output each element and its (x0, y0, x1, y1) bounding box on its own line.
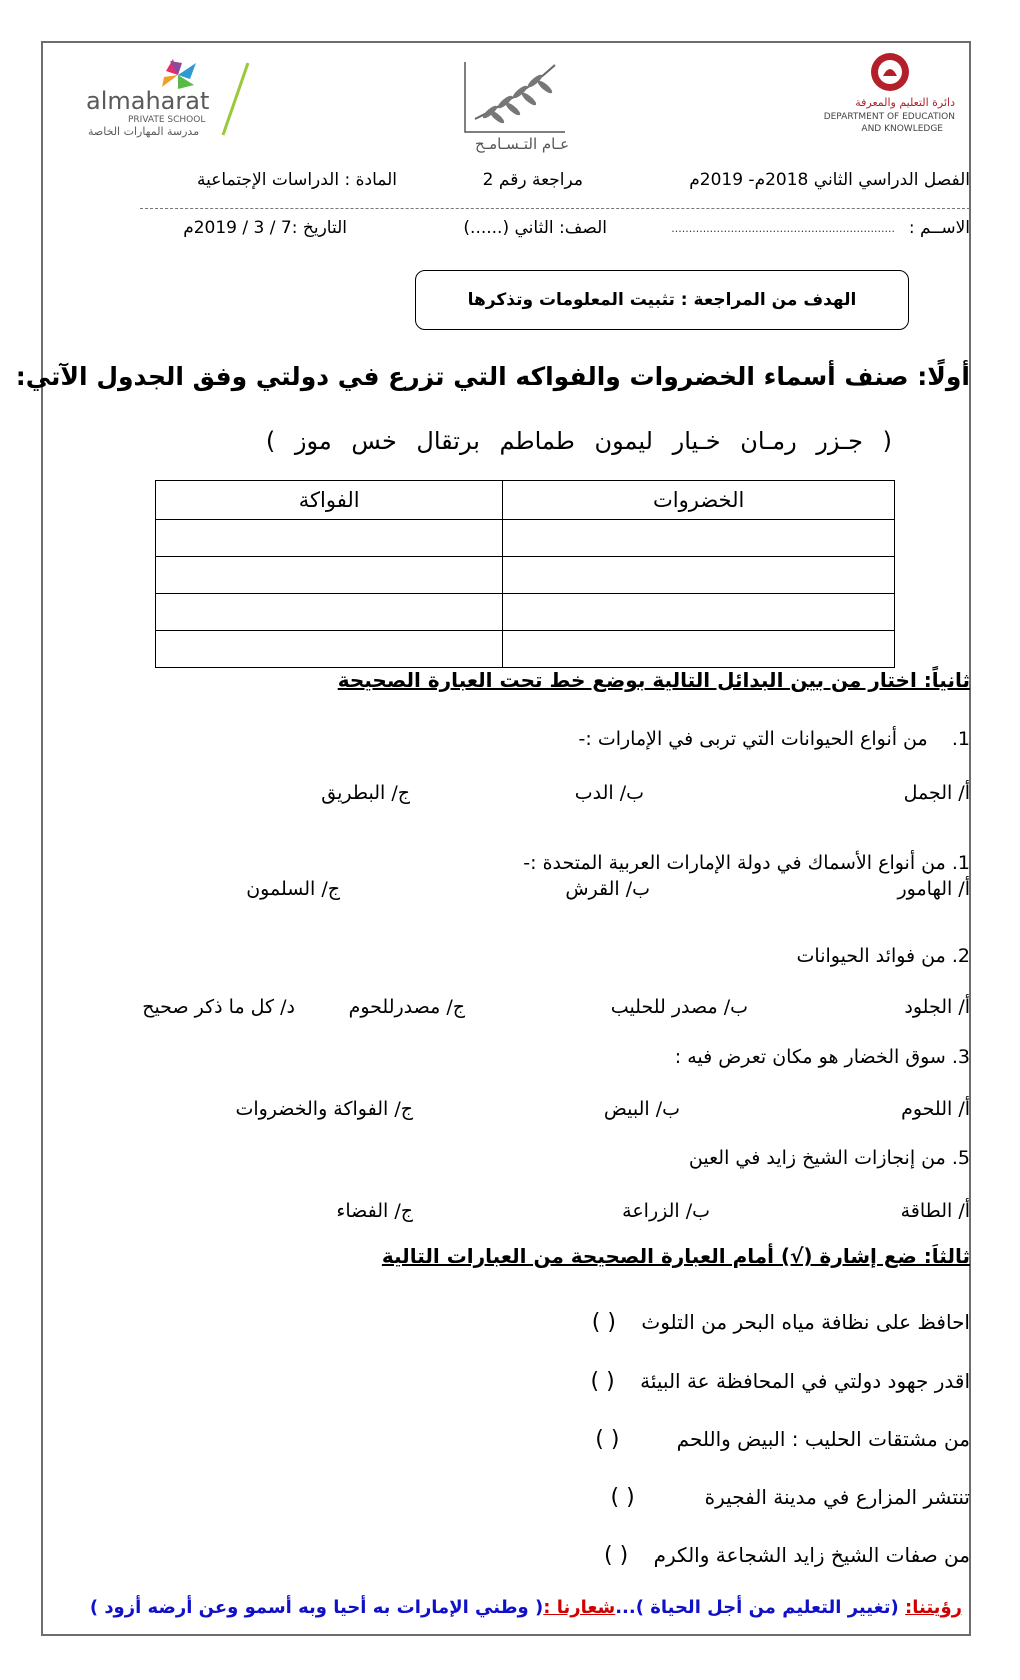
table-cell[interactable] (156, 631, 503, 668)
question-number: 1. (951, 852, 970, 874)
col-fruits: الفواكة (156, 481, 503, 520)
logo-sub-ar: مدرسة المهارات الخاصة (88, 125, 200, 138)
vision-text: (تغيير التعليم من أجل الحياة )... (615, 1597, 906, 1618)
question-1a (579, 728, 970, 750)
statement-row (595, 1427, 970, 1452)
statement-text: اقدر جهود دولتي في المحافظة عة البيئة (640, 1369, 970, 1393)
table-cell[interactable] (156, 557, 503, 594)
option[interactable]: ج/ السلمون (246, 878, 340, 900)
answer-paren[interactable]: ( ) (610, 1485, 635, 1510)
review-number: مراجعة رقم 2 (482, 170, 583, 190)
option[interactable]: ج/ البطريق (321, 782, 410, 804)
grade-label: الصف: الثاني (......) (463, 218, 607, 238)
option[interactable]: ب/ الدب (574, 782, 644, 804)
emblem-icon (815, 50, 965, 95)
subject-label: المادة : الدراسات الإجتماعية (197, 170, 397, 190)
option[interactable]: ج/ الفضاء (336, 1200, 413, 1222)
option[interactable]: د/ كل ما ذكر صحيح (142, 996, 295, 1018)
statement-text: من مشتقات الحليب : البيض واللحم (676, 1427, 970, 1451)
logo-sub-en: PRIVATE SCHOOL (128, 115, 206, 125)
name-blank[interactable]: ................................................................ (671, 222, 895, 235)
adek-name-en-2: AND KNOWLEDGE (861, 124, 943, 134)
answer-paren[interactable]: ( ) (591, 1310, 616, 1335)
vision-label: رؤيتنا: (905, 1597, 962, 1618)
table-cell[interactable] (503, 631, 895, 668)
statement-row (604, 1543, 970, 1568)
adek-name-en-1: DEPARTMENT OF EDUCATION (823, 112, 955, 122)
table-row (156, 631, 895, 668)
statement-text: احافظ على نظافة مياه البحر من التلوث (641, 1310, 970, 1334)
table-header-row (156, 481, 895, 520)
question-number: 3. (951, 1046, 970, 1068)
answer-paren[interactable]: ( ) (595, 1427, 620, 1452)
option[interactable]: ب/ الزراعة (622, 1200, 710, 1222)
table-cell[interactable] (503, 520, 895, 557)
slogan-text: ( وطني الإمارات به أحيا وبه أسمو وعن أرضه أزود ) (89, 1597, 544, 1618)
statement-row (611, 1485, 970, 1510)
option[interactable]: أ/ اللحوم (901, 1098, 970, 1120)
col-vegetables: الخضروات (503, 481, 895, 520)
question-text: من إنجازات الشيخ زايد في العين (688, 1147, 946, 1169)
header-divider (140, 208, 970, 209)
name-label: الاســم : (908, 218, 970, 238)
option[interactable]: ب/ القرش (565, 878, 650, 900)
question-text: سوق الخضار هو مكان تعرض فيه : (674, 1046, 946, 1068)
date-label: التاريخ :7 / 3 / 2019م (183, 218, 347, 238)
footer-motto (90, 1597, 962, 1618)
adek-logo (815, 50, 965, 140)
option[interactable]: ب/ البيض (603, 1098, 680, 1120)
option[interactable]: ج/ مصدرللحوم (348, 996, 465, 1018)
question-3 (675, 1046, 970, 1068)
question-text: من فوائد الحيوانات (796, 945, 946, 967)
table-cell[interactable] (156, 520, 503, 557)
section1-title: أولًا: صنف أسماء الخضروات والفواكه التي تزرع في دولتي وفق الجدول الآتي: (15, 362, 970, 391)
table-cell[interactable] (503, 594, 895, 631)
tolerance-year-logo (435, 57, 595, 157)
statement-text: من صفات الشيخ زايد الشجاعة والكرم (653, 1543, 970, 1567)
ghaf-tree-icon (435, 57, 595, 137)
table-row (156, 557, 895, 594)
goal-box: الهدف من المراجعة : تثبيت المعلومات وتذكرها (415, 270, 909, 330)
section3-title: ثالثاَ: ضع إشارة (√) أمام العبارة الصحيحة من العبارات التالية (381, 1244, 970, 1268)
statement-row (591, 1369, 970, 1394)
question-number: 2. (951, 945, 970, 967)
word-bank: ( جـزر رمـان خـيار ليمون طماطم برتقال خس موز ) (265, 427, 892, 455)
question-text: من أنواع الأسماك في دولة الإمارات العربية المتحدة :- (523, 852, 946, 874)
question-1b (523, 852, 970, 874)
answer-paren[interactable]: ( ) (604, 1543, 629, 1568)
option[interactable]: ب/ مصدر للحليب (610, 996, 748, 1018)
question-text: من أنواع الحيوانات التي تربى في الإمارات :- (578, 728, 928, 750)
question-5 (689, 1147, 970, 1169)
statement-text: تنتشر المزارع في مدينة الفجيرة (704, 1485, 970, 1509)
option[interactable]: أ/ الهامور (897, 878, 970, 900)
table-cell[interactable] (503, 557, 895, 594)
statement-row (592, 1310, 970, 1335)
table-row (156, 594, 895, 631)
table-cell[interactable] (156, 594, 503, 631)
tolerance-caption: عـام التـسـامـح (475, 135, 570, 153)
answer-paren[interactable]: ( ) (590, 1369, 615, 1394)
option[interactable]: أ/ الجلود (904, 996, 970, 1018)
table-row (156, 520, 895, 557)
term-label: الفصل الدراسي الثاني 2018م- 2019م (689, 170, 970, 190)
question-number: 1. (951, 728, 970, 750)
option[interactable]: ج/ الفواكة والخضروات (235, 1098, 413, 1120)
almaharat-logo (78, 57, 278, 147)
slogan-label: شعارنا : (543, 1597, 616, 1618)
section2-title: ثانياً: اختار من بين البدائل التالية بوضع خط تحت العبارة الصحيحة (337, 668, 970, 692)
question-2 (797, 945, 970, 967)
option[interactable]: أ/ الطاقة (900, 1200, 970, 1222)
logo-name-en: almaharat (86, 87, 210, 115)
classification-table (155, 480, 895, 668)
option[interactable]: أ/ الجمل (903, 782, 970, 804)
question-number: 5. (951, 1147, 970, 1169)
adek-name-ar: دائرة التعليم والمعرفة (855, 96, 955, 109)
